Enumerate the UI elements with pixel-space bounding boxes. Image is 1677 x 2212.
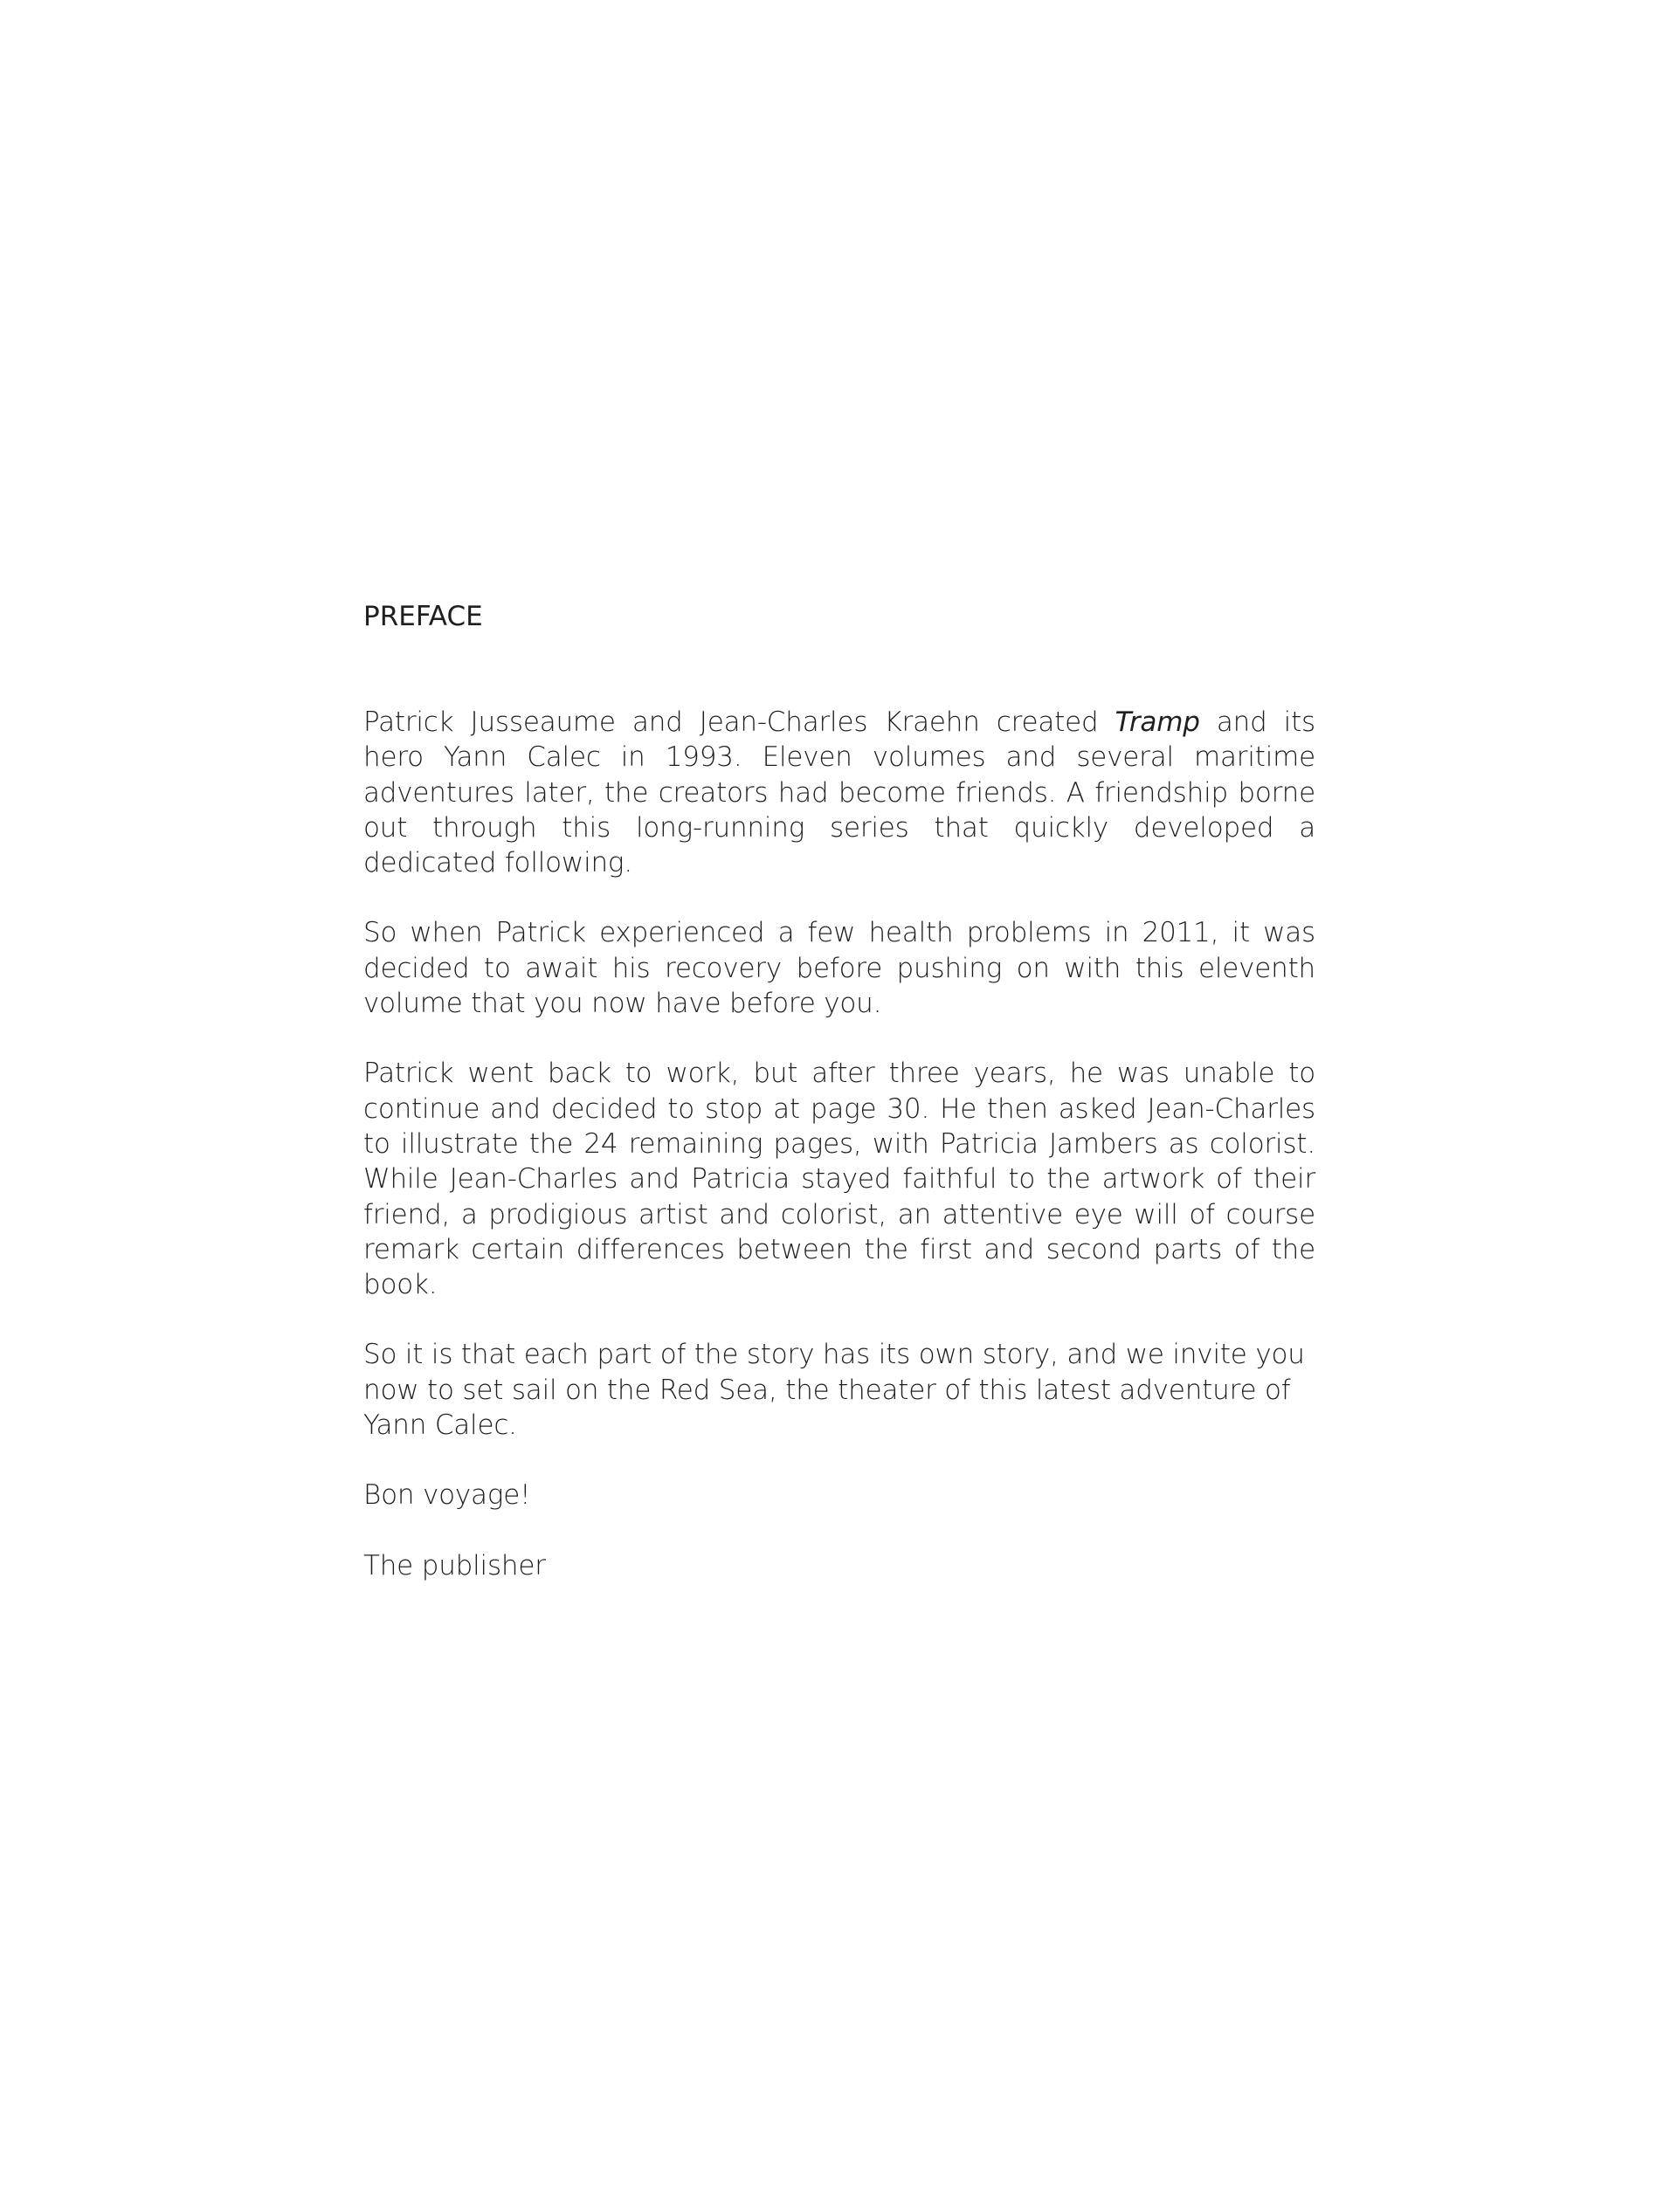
paragraph-health: So when Patrick experienced a few health problems in 2011, it was decided to await his recovery before pushing on with this eleventh volume that you now have before you.: [363, 917, 1315, 1020]
signature: The publisher: [363, 1549, 546, 1581]
paragraph-invitation: So it is that each part of the story has its own story, and we invite you now to set sail on the Red Sea, the theater of this latest adventure of Yann Calec.: [363, 1339, 1305, 1442]
spacer: [363, 634, 1315, 705]
closing-line: Bon voyage!: [363, 1479, 531, 1512]
paragraph-intro: [363, 705, 1315, 880]
spacer: [363, 1021, 1315, 1056]
paragraph-intro-lead: Patrick Jusseaume and Jean-Charles Kraehn created: [363, 706, 1115, 738]
spacer: [363, 1513, 1315, 1548]
page-title: PREFACE: [363, 601, 483, 632]
paragraph-continuation: Patrick went back to work, but after three years, he was unable to continue and decided to stop at page 30. He then asked Jean-Charles to illustrate the 24 remaining pages, with Patricia Jambers as colorist. While Jean-Charles and Patricia stayed faithful to the artwork of their friend, a prodigious artist and colorist, an attentive eye will of course remark certain differences between the first and second parts of the book.: [363, 1058, 1315, 1301]
series-title: Tramp: [1115, 706, 1200, 738]
spacer: [363, 1302, 1315, 1337]
spacer: [363, 880, 1315, 915]
paragraph-intro-rest: and its hero Yann Calec in 1993. Eleven volumes and several maritime adventures later, the creators had become friends. A friendship borne out through this long-running series that quickly developed a dedicated following.: [363, 706, 1315, 879]
preface-body: [363, 599, 1315, 1583]
spacer: [363, 1443, 1315, 1478]
